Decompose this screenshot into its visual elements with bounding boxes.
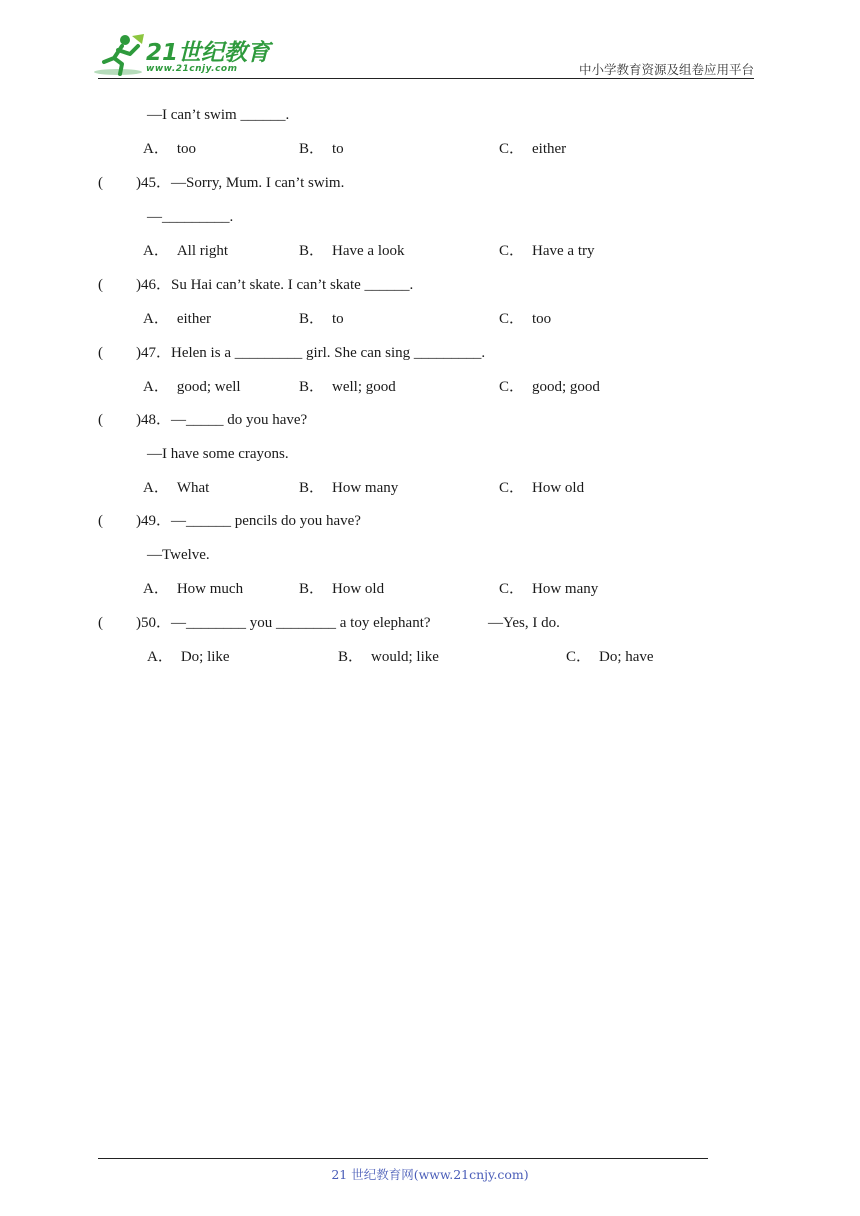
dialogue-reply: —Yes, I do. [488,615,560,631]
logo-text: 21世纪教育 [146,40,271,66]
dialogue-line: —I can’t swim ______. [147,107,290,123]
option-a: A． either [143,311,211,327]
option-a: A． How much [143,581,244,597]
option-a: A． too [143,141,197,157]
logo-url: www.21cnjy.com [146,64,238,74]
option-c: C． good; good [499,379,600,395]
answer-bracket: ( [98,513,103,529]
answer-bracket: ( [98,615,103,631]
option-b: B． to [299,141,344,157]
dialogue-line: —Twelve. [147,547,210,563]
question-stem: )46．Su Hai can’t skate. I can’t skate ______. [136,277,414,293]
option-a: A． What [143,480,210,496]
option-c: C． How old [499,480,585,496]
platform-name: 中小学教育资源及组卷应用平台 [578,62,754,77]
runner-logo-icon [92,32,148,78]
question-stem: )50．—________ you ________ a toy elephant? [136,615,431,631]
page-header [0,0,860,82]
footer-divider [98,1158,708,1159]
logo [92,32,271,78]
option-a: A． Do; like [147,649,230,665]
option-a: A． All right [143,243,229,259]
option-c: C． Have a try [499,243,595,259]
answer-bracket: ( [98,175,103,191]
answer-bracket: ( [98,345,103,361]
dialogue-line: —I have some crayons. [147,446,289,462]
option-b: B． would; like [338,649,439,665]
option-b: B． How many [299,480,399,496]
question-stem: )45．—Sorry, Mum. I can’t swim. [136,175,345,191]
option-c: C． Do; have [566,649,654,665]
option-b: B． to [299,311,344,327]
option-c: C． either [499,141,567,157]
answer-bracket: ( [98,412,103,428]
question-stem: )48．—_____ do you have? [136,412,308,428]
question-stem: )47．Helen is a _________ girl. She can sing _________. [136,345,486,361]
option-c: C． How many [499,581,599,597]
dialogue-line: —_________. [147,209,234,225]
option-b: B． Have a look [299,243,405,259]
question-stem: )49．—______ pencils do you have? [136,513,361,529]
option-a: A． good; well [143,379,241,395]
option-c: C． too [499,311,552,327]
option-b: B． well; good [299,379,396,395]
answer-bracket: ( [98,277,103,293]
option-b: B． How old [299,581,385,597]
footer-text: 21 世纪教育网(www.21cnjy.com) [331,1167,529,1182]
header-divider [98,78,754,79]
